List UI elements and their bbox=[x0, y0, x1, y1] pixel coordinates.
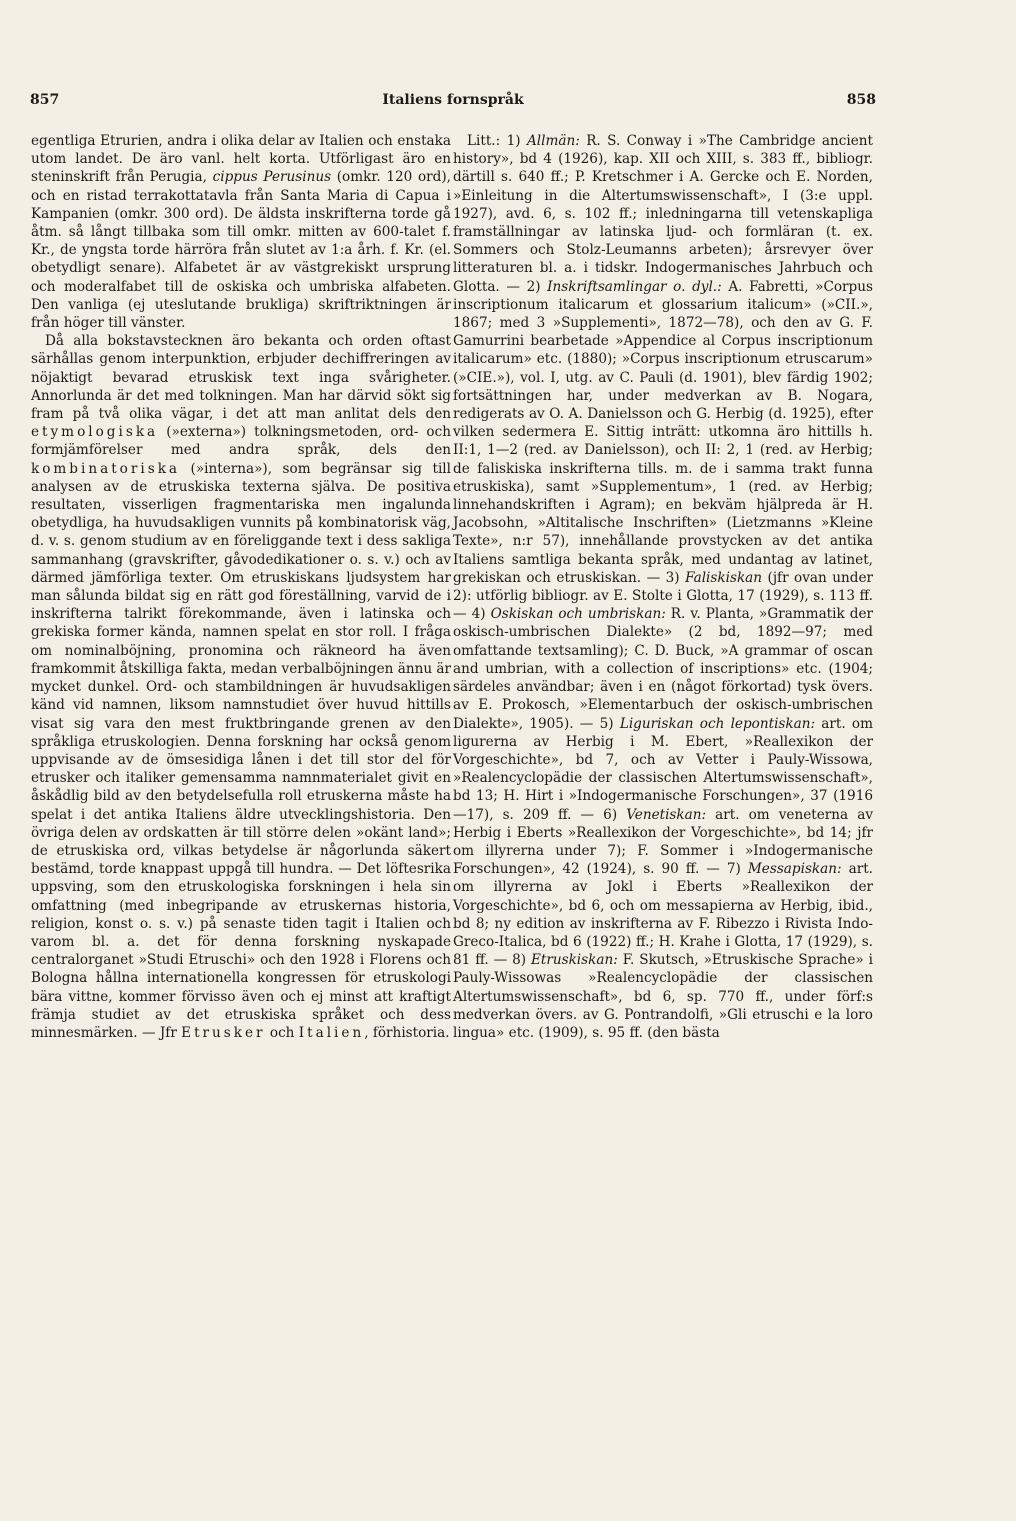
text-run: art. om ligurerna av Herbig i M. Ebert, »Reallexikon der Vorgeschichte», bd 7, och av Vetter i Pauly-Wissowa, »Realencyclopädie der classischen Altertumswissenschaft», bd 13; H. Hirt i »Indogermanische Forschungen», 37 (1916—17), s. 209 ff. — 6) bbox=[453, 715, 873, 823]
italic-run: Liguriskan och lepontiskan: bbox=[619, 715, 816, 732]
italic-run: Venetiskan: bbox=[626, 806, 707, 823]
page-header bbox=[30, 92, 876, 116]
right-column bbox=[453, 132, 873, 1382]
text-run: F. Skutsch, »Etruskische Sprache» i Pauly-Wissowas »Realencyclopädie der classischen Altertumswissenschaft», bd 6, sp. 770 ff., under förf:s medverkan övers. av G. Pontrandolfi, »Gli etruschi e la loro lingua» etc. (1909), s. 95 ff. (den bästa bbox=[453, 952, 873, 1041]
text-run: R. v. Planta, »Grammatik der oskisch-umbrischen Dialekte» (2 bd, 1892—97; med omfattande textsamling); C. D. Buck, »A grammar of oscan and umbrian, with a collection of inscriptions» etc. (1904; särdeles användbar; även i en (något förkortad) tysk övers. av E. Prokosch, »Elementarbuch der oskisch-umbrischen Dialekte», 1905). — 5) bbox=[453, 606, 873, 732]
spaced-run: kombinatoriska bbox=[31, 460, 181, 477]
text-run: A. Fabretti, »Corpus inscriptionum italicarum et glossarium italicum» (»CII.», 1867; med 3 »Supplementi», 1872—78), och den av G. F. Gamurrini bearbetade »Appendice al Corpus inscriptionum italicarum» etc. (1880); »Corpus inscriptionum etruscarum» (»CIE.»), vol. I, utg. av C. Pauli (d. 1901), blev färdig 1902; fortsättningen har, under medverkan av B. Nogara, redigerats av O. A. Danielsson och G. Herbig (d. 1925), efter vilken sedermera E. Sittig inträtt: utkomna äro hittills h. II:1, 1—2 (red. av Danielsson), och II: 2, 1 (red. av Herbig; de faliskiska inskrifterna tills. m. de i samma trakt funna etruskiska), samt »Supplementum», 1 (red. av Herbig; linnehandskriften i Agram); en bekväm hjälpreda är H. Jacobsohn, »Altitalische Inschriften» (Lietzmanns »Kleine Texte», n:r 57), innehållande provstycken av det antika Italiens samtliga bekanta språk, med undantag av latinet, grekiskan och etruskiskan. — 3) bbox=[453, 278, 873, 586]
spaced-run: etymologiska bbox=[31, 424, 159, 441]
left-column bbox=[31, 132, 451, 1382]
text-run: egentliga Etrurien, andra i olika delar av Italien och enstaka utom landet. De äro vanl. helt korta. Utförligast äro en steninskrift från Perugia, bbox=[31, 133, 451, 186]
italic-run: Oskiskan och umbriskan: bbox=[490, 606, 666, 623]
spaced-run: Etrusker bbox=[181, 1024, 266, 1041]
text-run: Då alla bokstavstecknen äro bekanta och orden oftast särhållas genom interpunktion, erbjuder dechiffreringen av nöjaktigt bevarad etruskisk text inga svårigheter. Annorlunda är det med tolkningen. Man har därvid sökt sig fram på två olika vägar, i det att man anlitat dels den bbox=[31, 333, 451, 423]
text-run: (jfr ovan under 2): utförlig bibliogr. av E. Stolte i Glotta, 17 (1929), s. 113 ff. — 4) bbox=[453, 569, 873, 623]
text-run: Litt.: 1) bbox=[467, 133, 527, 149]
italic-run: cippus Perusinus bbox=[212, 169, 332, 186]
text-run: art. om veneterna av Herbig i Eberts »Reallexikon der Vorgeschichte», bd 14; jfr om illyrerna under 7); F. Sommer i »Indogermanische Forschungen», 42 (1924), s. 90 ff. — 7) bbox=[453, 806, 873, 878]
page-number-right: 858 bbox=[846, 92, 876, 108]
text-run: , förhistoria. bbox=[364, 1024, 450, 1041]
italic-run: Messapiskan: bbox=[747, 861, 842, 878]
left-paragraph-2 bbox=[31, 332, 451, 1042]
italic-run: Faliskiskan bbox=[685, 569, 763, 586]
text-run: och bbox=[265, 1024, 299, 1041]
spaced-run: Italien bbox=[298, 1024, 365, 1041]
page-number-left: 857 bbox=[30, 92, 60, 108]
text-run: (»externa») tolkningsmetoden, ord- och formjämförelser med andra språk, dels den bbox=[31, 424, 451, 459]
italic-run: Etruskiskan: bbox=[530, 952, 618, 969]
italic-run: Allmän: bbox=[526, 133, 580, 149]
text-run: (omkr. 120 ord), och en ristad terrakottatavla från Santa Maria di Capua i Kampanien (omkr. 300 ord). De äldsta inskrifterna torde gå åtm. så långt tillbaka som till omkr. mitten av 600-talet f. Kr., de yngsta torde härröra från slutet av 1:a årh. f. Kr. (el. obetydligt senare). Alfabetet är av västgrekiskt ursprung och moderalfabet till de oskiska och umbriska alfabeten. Den vanliga (ej uteslutande brukliga) skriftriktningen är från höger till vänster. bbox=[31, 169, 451, 332]
bibliography-paragraph bbox=[453, 132, 873, 1042]
text-run: art. om illyrerna av Jokl i Eberts »Reallexikon der Vorgeschichte», bd 6, och om messapierna av Herbig, ibid., bd 8; ny edition av inskrifterna av F. Ribezzo i Rivista Indo-Greco-Italica, bd 6 (1922) ff.; H. Krahe i Glotta, 17 (1929), s. 81 ff. — 8) bbox=[453, 861, 874, 969]
running-title: Italiens fornspråk bbox=[382, 92, 524, 108]
left-paragraph-1 bbox=[31, 132, 451, 332]
text-run: (»interna»), som begränsar sig till analysen av de etruskiska texterna själva. De positiva resultaten, visserligen fragmentariska men ingalunda obetydliga, ha huvudsakligen vunnits på kombinatorisk väg, d. v. s. genom studium av en föreliggande text i dess sakliga sammanhang (gravskrifter, gåvodedikationer o. s. v.) och av därmed jämförliga texter. Om etruskiskans ljudsystem har man sålunda bildat sig en rätt god föreställning, varvid de i inskrifterna talrikt förekommande, även i latinska och grekiska former kända, namnen spelat en stor roll. I fråga om nominalböjning, pronomina och räkneord ha även framkommit åtskilliga fakta, medan verbalböjningen ännu är mycket dunkel. Ord- och stambildningen är huvudsakligen känd vid namnen, liksom namnstudiet över huvud hittills visat sig vara den mest fruktbringande grenen av den språkliga etruskologien. Denna forskning har också genom uppvisande av de ömsesidiga lånen i det till stor del för etrusker och italiker gemensamma namnmaterialet givit en åskådlig bild av den betydelsefulla roll etruskerna måste ha spelat i det antika Italiens äldre utvecklingshistoria. Den övriga delen av ordskatten är till större delen »okänt land»; de etruskiska ord, vilkas betydelse är någorlunda säkert bestämd, torde knappast uppgå till hundra. — Det löftesrika uppsving, som den etruskologiska forskningen i hela sin omfattning (med inbegripande av etruskernas historia, religion, konst o. s. v.) på senaste tiden tagit i Italien och varom bl. a. det för denna forskning nyskapade centralorganet »Studi Etruschi» och den 1928 i Florens och Bologna hållna internationella kongressen för etruskologi bära vittne, kommer förvisso även och ej minst att kraftigt främja studiet av det etruskiska språket och dess minnesmärken. — Jfr bbox=[31, 460, 452, 1041]
italic-run: Inskriftsamlingar o. dyl.: bbox=[547, 278, 722, 295]
text-run: R. S. Conway i »The Cambridge ancient history», bd 4 (1926), kap. XII och XIII, s. 383 ff., bibliogr. därtill s. 640 ff.; P. Kretschmer i A. Gercke och E. Norden, »Einleitung in die Altertumswissenschaft», I (3:e uppl. 1927), avd. 6, s. 102 ff.; inledningarna till vetenskapliga framställningar av latinska ljud- och formläran (t. ex. Sommers och Stolz-Leumanns arbeten); årsrevyer över litteraturen bl. a. i tidskr. Indogermanisches Jahrbuch och Glotta. — 2) bbox=[453, 133, 874, 295]
